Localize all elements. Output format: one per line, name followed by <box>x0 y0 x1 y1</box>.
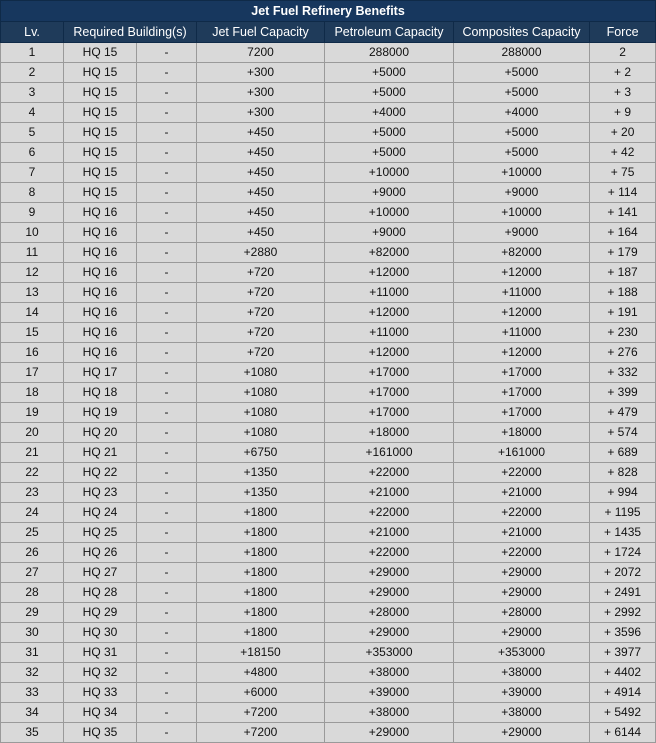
cell-required-building: HQ 28 <box>64 583 137 603</box>
cell-petroleum-capacity: +5000 <box>325 123 454 143</box>
cell-petroleum-capacity: +5000 <box>325 143 454 163</box>
cell-petroleum-capacity: +12000 <box>325 263 454 283</box>
cell-jet-fuel-capacity: +6750 <box>197 443 325 463</box>
cell-required-building: HQ 25 <box>64 523 137 543</box>
cell-composites-capacity: +12000 <box>454 343 590 363</box>
cell-extra-requirement: - <box>137 243 197 263</box>
cell-petroleum-capacity: +10000 <box>325 163 454 183</box>
cell-composites-capacity: +5000 <box>454 143 590 163</box>
cell-petroleum-capacity: +38000 <box>325 703 454 723</box>
cell-force: + 164 <box>590 223 656 243</box>
cell-force: + 332 <box>590 363 656 383</box>
cell-required-building: HQ 34 <box>64 703 137 723</box>
cell-extra-requirement: - <box>137 463 197 483</box>
cell-level: 11 <box>1 243 64 263</box>
cell-extra-requirement: - <box>137 43 197 63</box>
cell-composites-capacity: +21000 <box>454 523 590 543</box>
cell-petroleum-capacity: +12000 <box>325 343 454 363</box>
cell-level: 4 <box>1 103 64 123</box>
cell-required-building: HQ 16 <box>64 263 137 283</box>
cell-force: + 2072 <box>590 563 656 583</box>
cell-composites-capacity: +22000 <box>454 543 590 563</box>
cell-extra-requirement: - <box>137 83 197 103</box>
cell-required-building: HQ 16 <box>64 303 137 323</box>
cell-petroleum-capacity: +353000 <box>325 643 454 663</box>
cell-required-building: HQ 20 <box>64 423 137 443</box>
cell-composites-capacity: +17000 <box>454 403 590 423</box>
cell-jet-fuel-capacity: +1080 <box>197 423 325 443</box>
cell-petroleum-capacity: +29000 <box>325 563 454 583</box>
cell-extra-requirement: - <box>137 443 197 463</box>
cell-required-building: HQ 30 <box>64 623 137 643</box>
cell-extra-requirement: - <box>137 643 197 663</box>
table-row <box>1 643 656 663</box>
cell-extra-requirement: - <box>137 523 197 543</box>
table-row <box>1 303 656 323</box>
cell-jet-fuel-capacity: +450 <box>197 143 325 163</box>
column-header-required-building: Required Building(s) <box>64 22 197 43</box>
cell-composites-capacity: +5000 <box>454 123 590 143</box>
cell-extra-requirement: - <box>137 423 197 443</box>
cell-petroleum-capacity: +11000 <box>325 283 454 303</box>
cell-jet-fuel-capacity: +1800 <box>197 583 325 603</box>
cell-composites-capacity: +38000 <box>454 703 590 723</box>
cell-composites-capacity: +29000 <box>454 563 590 583</box>
cell-jet-fuel-capacity: +720 <box>197 263 325 283</box>
table-row <box>1 703 656 723</box>
cell-level: 23 <box>1 483 64 503</box>
cell-force: + 4914 <box>590 683 656 703</box>
cell-jet-fuel-capacity: +7200 <box>197 723 325 743</box>
cell-petroleum-capacity: +21000 <box>325 523 454 543</box>
table-row <box>1 563 656 583</box>
cell-extra-requirement: - <box>137 503 197 523</box>
cell-force: + 399 <box>590 383 656 403</box>
cell-jet-fuel-capacity: +6000 <box>197 683 325 703</box>
cell-jet-fuel-capacity: +450 <box>197 163 325 183</box>
cell-extra-requirement: - <box>137 143 197 163</box>
table-row <box>1 403 656 423</box>
cell-petroleum-capacity: +22000 <box>325 463 454 483</box>
table-row <box>1 603 656 623</box>
cell-petroleum-capacity: +18000 <box>325 423 454 443</box>
cell-composites-capacity: +9000 <box>454 223 590 243</box>
cell-composites-capacity: +10000 <box>454 163 590 183</box>
table-row <box>1 423 656 443</box>
table-row <box>1 363 656 383</box>
table-row <box>1 123 656 143</box>
cell-jet-fuel-capacity: +1080 <box>197 383 325 403</box>
cell-level: 34 <box>1 703 64 723</box>
cell-required-building: HQ 15 <box>64 163 137 183</box>
cell-extra-requirement: - <box>137 683 197 703</box>
cell-level: 5 <box>1 123 64 143</box>
table-row <box>1 463 656 483</box>
cell-force: + 9 <box>590 103 656 123</box>
cell-jet-fuel-capacity: +300 <box>197 83 325 103</box>
table-row <box>1 623 656 643</box>
table-row <box>1 63 656 83</box>
cell-extra-requirement: - <box>137 263 197 283</box>
cell-required-building: HQ 16 <box>64 223 137 243</box>
cell-level: 32 <box>1 663 64 683</box>
cell-extra-requirement: - <box>137 303 197 323</box>
cell-level: 9 <box>1 203 64 223</box>
cell-petroleum-capacity: 288000 <box>325 43 454 63</box>
cell-force: + 1195 <box>590 503 656 523</box>
cell-level: 10 <box>1 223 64 243</box>
cell-extra-requirement: - <box>137 223 197 243</box>
cell-petroleum-capacity: +9000 <box>325 223 454 243</box>
cell-required-building: HQ 15 <box>64 83 137 103</box>
cell-petroleum-capacity: +38000 <box>325 663 454 683</box>
cell-required-building: HQ 33 <box>64 683 137 703</box>
cell-jet-fuel-capacity: +1800 <box>197 503 325 523</box>
cell-jet-fuel-capacity: +1080 <box>197 363 325 383</box>
table-row <box>1 43 656 63</box>
cell-petroleum-capacity: +22000 <box>325 543 454 563</box>
cell-petroleum-capacity: +12000 <box>325 303 454 323</box>
cell-required-building: HQ 16 <box>64 203 137 223</box>
table-row <box>1 83 656 103</box>
cell-required-building: HQ 26 <box>64 543 137 563</box>
cell-required-building: HQ 18 <box>64 383 137 403</box>
cell-force: + 2491 <box>590 583 656 603</box>
cell-extra-requirement: - <box>137 123 197 143</box>
cell-jet-fuel-capacity: +7200 <box>197 703 325 723</box>
cell-level: 19 <box>1 403 64 423</box>
cell-jet-fuel-capacity: +1800 <box>197 563 325 583</box>
cell-petroleum-capacity: +29000 <box>325 583 454 603</box>
cell-force: + 4402 <box>590 663 656 683</box>
cell-level: 8 <box>1 183 64 203</box>
cell-level: 14 <box>1 303 64 323</box>
cell-force: + 5492 <box>590 703 656 723</box>
column-header-jet-fuel-capacity: Jet Fuel Capacity <box>197 22 325 43</box>
cell-petroleum-capacity: +161000 <box>325 443 454 463</box>
cell-level: 20 <box>1 423 64 443</box>
cell-extra-requirement: - <box>137 203 197 223</box>
cell-composites-capacity: 288000 <box>454 43 590 63</box>
cell-jet-fuel-capacity: +720 <box>197 343 325 363</box>
cell-composites-capacity: +22000 <box>454 503 590 523</box>
cell-composites-capacity: +18000 <box>454 423 590 443</box>
cell-extra-requirement: - <box>137 163 197 183</box>
cell-level: 13 <box>1 283 64 303</box>
cell-petroleum-capacity: +11000 <box>325 323 454 343</box>
cell-required-building: HQ 15 <box>64 103 137 123</box>
cell-composites-capacity: +11000 <box>454 283 590 303</box>
cell-level: 30 <box>1 623 64 643</box>
cell-required-building: HQ 15 <box>64 123 137 143</box>
column-header-level: Lv. <box>1 22 64 43</box>
cell-jet-fuel-capacity: +4800 <box>197 663 325 683</box>
cell-petroleum-capacity: +22000 <box>325 503 454 523</box>
cell-jet-fuel-capacity: 7200 <box>197 43 325 63</box>
table-row <box>1 163 656 183</box>
cell-level: 12 <box>1 263 64 283</box>
table-row <box>1 203 656 223</box>
cell-force: + 114 <box>590 183 656 203</box>
cell-petroleum-capacity: +9000 <box>325 183 454 203</box>
cell-extra-requirement: - <box>137 663 197 683</box>
cell-jet-fuel-capacity: +450 <box>197 223 325 243</box>
cell-composites-capacity: +29000 <box>454 583 590 603</box>
cell-level: 27 <box>1 563 64 583</box>
cell-composites-capacity: +39000 <box>454 683 590 703</box>
cell-force: + 3596 <box>590 623 656 643</box>
table-row <box>1 523 656 543</box>
cell-petroleum-capacity: +39000 <box>325 683 454 703</box>
cell-force: + 479 <box>590 403 656 423</box>
cell-required-building: HQ 23 <box>64 483 137 503</box>
column-header-petroleum-capacity: Petroleum Capacity <box>325 22 454 43</box>
cell-required-building: HQ 15 <box>64 63 137 83</box>
cell-jet-fuel-capacity: +720 <box>197 323 325 343</box>
cell-petroleum-capacity: +29000 <box>325 623 454 643</box>
cell-force: + 6144 <box>590 723 656 743</box>
cell-required-building: HQ 19 <box>64 403 137 423</box>
cell-extra-requirement: - <box>137 603 197 623</box>
cell-composites-capacity: +11000 <box>454 323 590 343</box>
cell-force: + 828 <box>590 463 656 483</box>
cell-required-building: HQ 24 <box>64 503 137 523</box>
table-row <box>1 323 656 343</box>
cell-force: + 187 <box>590 263 656 283</box>
table-row <box>1 683 656 703</box>
cell-required-building: HQ 15 <box>64 143 137 163</box>
column-header-force: Force <box>590 22 656 43</box>
cell-extra-requirement: - <box>137 363 197 383</box>
cell-composites-capacity: +28000 <box>454 603 590 623</box>
cell-composites-capacity: +29000 <box>454 623 590 643</box>
cell-petroleum-capacity: +17000 <box>325 383 454 403</box>
cell-level: 28 <box>1 583 64 603</box>
cell-composites-capacity: +9000 <box>454 183 590 203</box>
table-row <box>1 443 656 463</box>
cell-level: 15 <box>1 323 64 343</box>
cell-extra-requirement: - <box>137 63 197 83</box>
cell-composites-capacity: +353000 <box>454 643 590 663</box>
cell-force: + 191 <box>590 303 656 323</box>
table-row <box>1 243 656 263</box>
cell-extra-requirement: - <box>137 563 197 583</box>
cell-level: 6 <box>1 143 64 163</box>
cell-level: 17 <box>1 363 64 383</box>
cell-jet-fuel-capacity: +720 <box>197 303 325 323</box>
cell-composites-capacity: +161000 <box>454 443 590 463</box>
cell-jet-fuel-capacity: +1800 <box>197 603 325 623</box>
table-body <box>1 43 656 743</box>
cell-composites-capacity: +38000 <box>454 663 590 683</box>
cell-composites-capacity: +29000 <box>454 723 590 743</box>
table-row <box>1 103 656 123</box>
cell-level: 2 <box>1 63 64 83</box>
cell-petroleum-capacity: +5000 <box>325 83 454 103</box>
cell-required-building: HQ 16 <box>64 323 137 343</box>
cell-jet-fuel-capacity: +2880 <box>197 243 325 263</box>
cell-required-building: HQ 15 <box>64 43 137 63</box>
table-row <box>1 483 656 503</box>
cell-level: 3 <box>1 83 64 103</box>
cell-extra-requirement: - <box>137 583 197 603</box>
cell-force: + 3977 <box>590 643 656 663</box>
cell-composites-capacity: +22000 <box>454 463 590 483</box>
cell-extra-requirement: - <box>137 483 197 503</box>
cell-petroleum-capacity: +4000 <box>325 103 454 123</box>
cell-petroleum-capacity: +29000 <box>325 723 454 743</box>
cell-petroleum-capacity: +10000 <box>325 203 454 223</box>
table-row <box>1 503 656 523</box>
cell-jet-fuel-capacity: +300 <box>197 103 325 123</box>
cell-jet-fuel-capacity: +1350 <box>197 463 325 483</box>
cell-composites-capacity: +10000 <box>454 203 590 223</box>
cell-extra-requirement: - <box>137 183 197 203</box>
cell-force: + 3 <box>590 83 656 103</box>
cell-extra-requirement: - <box>137 283 197 303</box>
cell-level: 26 <box>1 543 64 563</box>
cell-composites-capacity: +21000 <box>454 483 590 503</box>
cell-level: 25 <box>1 523 64 543</box>
cell-level: 29 <box>1 603 64 623</box>
cell-level: 24 <box>1 503 64 523</box>
cell-jet-fuel-capacity: +300 <box>197 63 325 83</box>
cell-composites-capacity: +17000 <box>454 363 590 383</box>
cell-composites-capacity: +12000 <box>454 303 590 323</box>
cell-force: + 574 <box>590 423 656 443</box>
cell-force: + 75 <box>590 163 656 183</box>
cell-composites-capacity: +4000 <box>454 103 590 123</box>
cell-force: + 2992 <box>590 603 656 623</box>
cell-extra-requirement: - <box>137 323 197 343</box>
cell-petroleum-capacity: +17000 <box>325 403 454 423</box>
table-row <box>1 343 656 363</box>
cell-extra-requirement: - <box>137 703 197 723</box>
cell-required-building: HQ 16 <box>64 343 137 363</box>
table-row <box>1 223 656 243</box>
cell-jet-fuel-capacity: +1350 <box>197 483 325 503</box>
table-row <box>1 583 656 603</box>
cell-required-building: HQ 21 <box>64 443 137 463</box>
cell-extra-requirement: - <box>137 383 197 403</box>
cell-force: + 994 <box>590 483 656 503</box>
cell-level: 22 <box>1 463 64 483</box>
cell-force: + 179 <box>590 243 656 263</box>
cell-force: + 689 <box>590 443 656 463</box>
cell-extra-requirement: - <box>137 103 197 123</box>
cell-jet-fuel-capacity: +1800 <box>197 623 325 643</box>
cell-force: + 20 <box>590 123 656 143</box>
cell-jet-fuel-capacity: +1080 <box>197 403 325 423</box>
cell-level: 21 <box>1 443 64 463</box>
cell-jet-fuel-capacity: +720 <box>197 283 325 303</box>
table-title: Jet Fuel Refinery Benefits <box>1 1 656 22</box>
table-row <box>1 383 656 403</box>
table-row <box>1 263 656 283</box>
cell-force: + 276 <box>590 343 656 363</box>
cell-required-building: HQ 35 <box>64 723 137 743</box>
table-row <box>1 543 656 563</box>
table-row <box>1 663 656 683</box>
cell-jet-fuel-capacity: +18150 <box>197 643 325 663</box>
cell-composites-capacity: +82000 <box>454 243 590 263</box>
cell-required-building: HQ 29 <box>64 603 137 623</box>
cell-jet-fuel-capacity: +450 <box>197 183 325 203</box>
cell-required-building: HQ 27 <box>64 563 137 583</box>
cell-required-building: HQ 32 <box>64 663 137 683</box>
cell-force: + 230 <box>590 323 656 343</box>
table-row <box>1 283 656 303</box>
cell-composites-capacity: +12000 <box>454 263 590 283</box>
cell-petroleum-capacity: +21000 <box>325 483 454 503</box>
cell-required-building: HQ 31 <box>64 643 137 663</box>
cell-jet-fuel-capacity: +1800 <box>197 543 325 563</box>
cell-level: 16 <box>1 343 64 363</box>
cell-petroleum-capacity: +5000 <box>325 63 454 83</box>
cell-required-building: HQ 15 <box>64 183 137 203</box>
cell-force: + 42 <box>590 143 656 163</box>
cell-extra-requirement: - <box>137 543 197 563</box>
cell-force: + 1724 <box>590 543 656 563</box>
cell-level: 18 <box>1 383 64 403</box>
cell-composites-capacity: +5000 <box>454 83 590 103</box>
cell-jet-fuel-capacity: +450 <box>197 203 325 223</box>
cell-jet-fuel-capacity: +450 <box>197 123 325 143</box>
cell-force: + 2 <box>590 63 656 83</box>
cell-level: 1 <box>1 43 64 63</box>
cell-required-building: HQ 16 <box>64 283 137 303</box>
cell-force: 2 <box>590 43 656 63</box>
cell-petroleum-capacity: +82000 <box>325 243 454 263</box>
cell-level: 31 <box>1 643 64 663</box>
cell-jet-fuel-capacity: +1800 <box>197 523 325 543</box>
cell-composites-capacity: +5000 <box>454 63 590 83</box>
cell-extra-requirement: - <box>137 723 197 743</box>
cell-extra-requirement: - <box>137 623 197 643</box>
cell-extra-requirement: - <box>137 343 197 363</box>
cell-force: + 141 <box>590 203 656 223</box>
column-header-composites-capacity: Composites Capacity <box>454 22 590 43</box>
cell-level: 33 <box>1 683 64 703</box>
table-row <box>1 143 656 163</box>
cell-required-building: HQ 22 <box>64 463 137 483</box>
cell-required-building: HQ 17 <box>64 363 137 383</box>
table-row <box>1 723 656 743</box>
table-row <box>1 183 656 203</box>
cell-force: + 1435 <box>590 523 656 543</box>
cell-level: 35 <box>1 723 64 743</box>
cell-petroleum-capacity: +28000 <box>325 603 454 623</box>
cell-composites-capacity: +17000 <box>454 383 590 403</box>
cell-force: + 188 <box>590 283 656 303</box>
cell-required-building: HQ 16 <box>64 243 137 263</box>
cell-extra-requirement: - <box>137 403 197 423</box>
cell-level: 7 <box>1 163 64 183</box>
cell-petroleum-capacity: +17000 <box>325 363 454 383</box>
